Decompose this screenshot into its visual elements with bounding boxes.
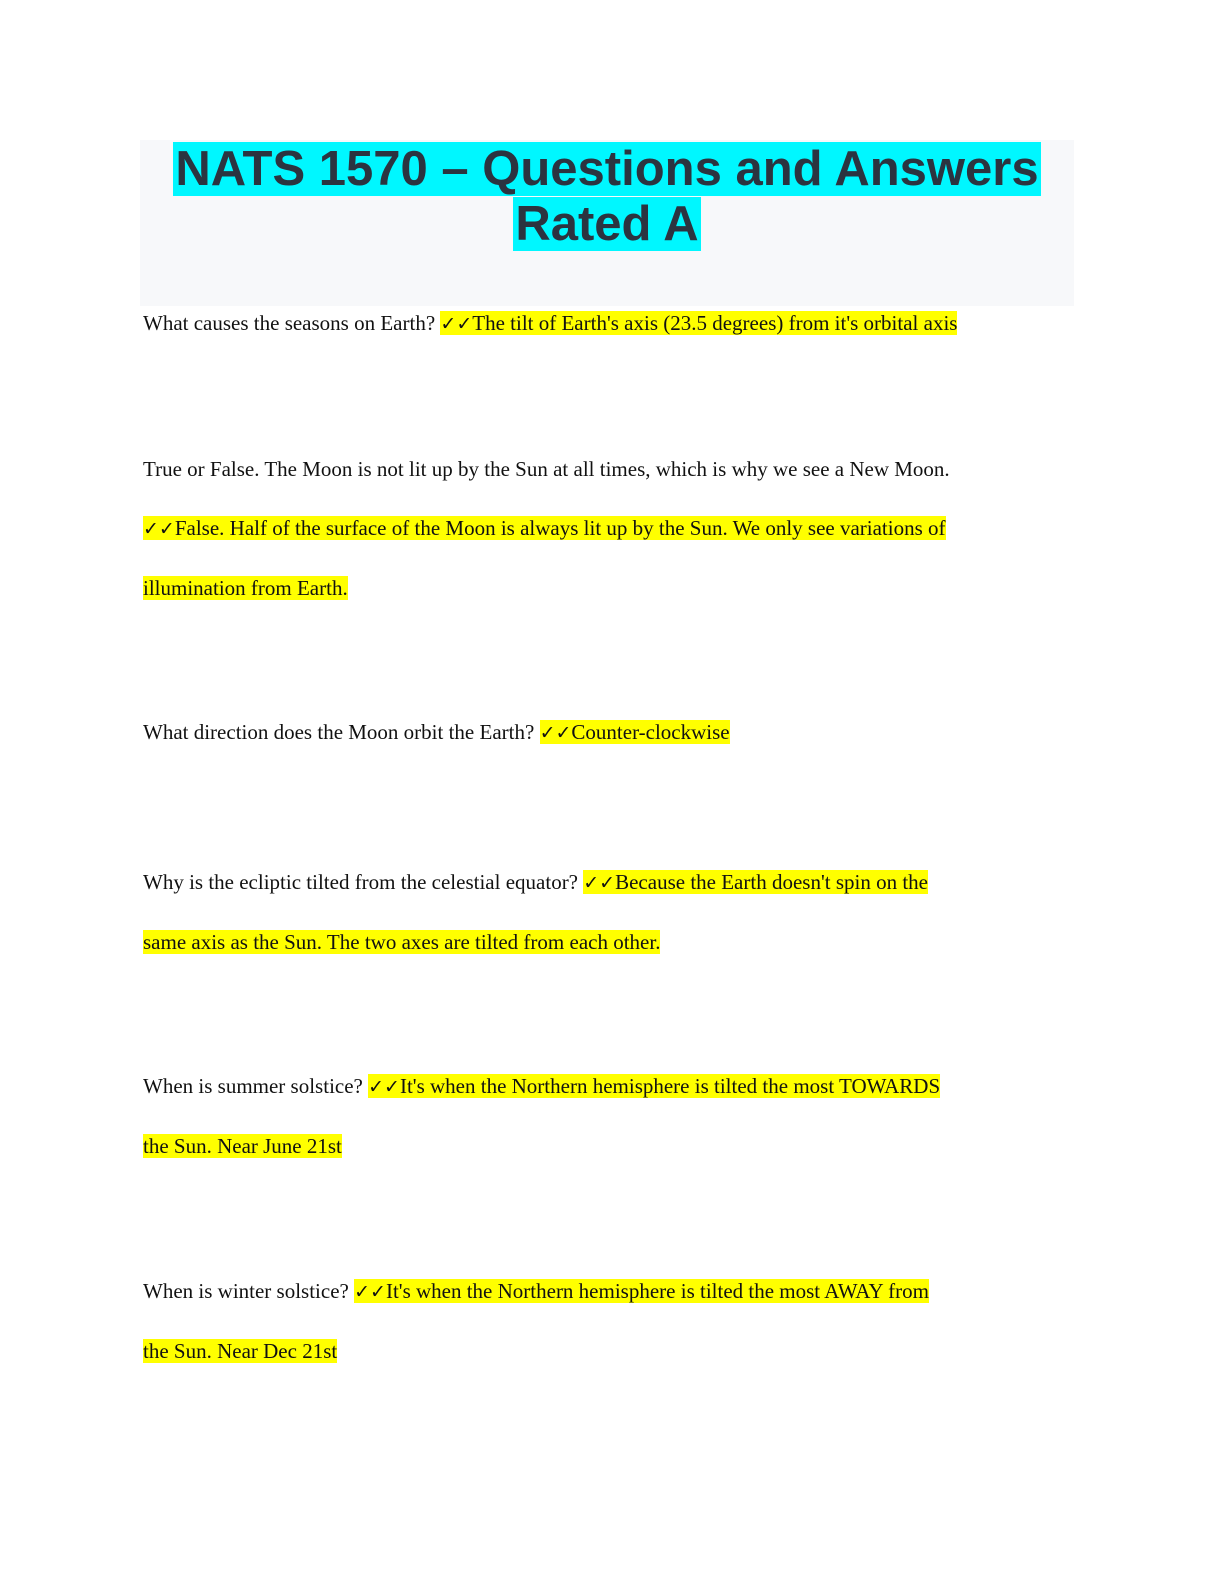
answer-text-continued: the Sun. Near Dec 21st xyxy=(143,1339,338,1363)
answer-text-continued: the Sun. Near June 21st xyxy=(143,1134,342,1158)
title-line-2: Rated A xyxy=(515,197,699,251)
question-text: What direction does the Moon orbit the Earth? xyxy=(143,720,540,744)
answer-text: ✓✓It's when the Northern hemisphere is tilted the most AWAY from xyxy=(354,1279,929,1303)
qa-item-1 xyxy=(143,294,1083,354)
question-text: When is winter solstice? xyxy=(143,1279,355,1303)
question-text: True or False. The Moon is not lit up by the Sun at all times, which is why we see a New Moon. xyxy=(143,457,950,481)
check-icon: ✓✓ xyxy=(440,313,473,335)
question-text: Why is the ecliptic tilted from the celestial equator? xyxy=(143,870,584,894)
qa-item-6 xyxy=(143,1262,1083,1381)
answer-text: ✓✓False. Half of the surface of the Moon is always lit up by the Sun. We only see variations of xyxy=(143,516,946,540)
check-icon: ✓✓ xyxy=(539,722,572,744)
title-line-1: NATS 1570 – Questions and Answers xyxy=(175,142,1039,196)
page-title xyxy=(140,142,1074,252)
check-icon: ✓✓ xyxy=(368,1076,400,1098)
answer-text: ✓✓It's when the Northern hemisphere is tilted the most TOWARDS xyxy=(368,1074,941,1098)
answer-text-continued: same axis as the Sun. The two axes are tilted from each other. xyxy=(143,930,661,954)
answer-text: ✓✓Because the Earth doesn't spin on the xyxy=(583,870,928,894)
question-text: When is summer solstice? xyxy=(143,1074,369,1098)
qa-item-2 xyxy=(143,440,1083,618)
check-icon: ✓✓ xyxy=(583,872,616,894)
check-icon: ✓✓ xyxy=(143,518,175,540)
question-text: What causes the seasons on Earth? xyxy=(143,311,441,335)
qa-item-5 xyxy=(143,1057,1083,1176)
answer-text: ✓✓The tilt of Earth's axis (23.5 degrees) from it's orbital axis xyxy=(440,311,958,335)
answer-text-continued: illumination from Earth. xyxy=(143,576,348,600)
qa-item-3 xyxy=(143,703,1083,763)
qa-item-4 xyxy=(143,853,1083,972)
answer-text: ✓✓Counter-clockwise xyxy=(539,720,730,744)
check-icon: ✓✓ xyxy=(354,1281,386,1303)
